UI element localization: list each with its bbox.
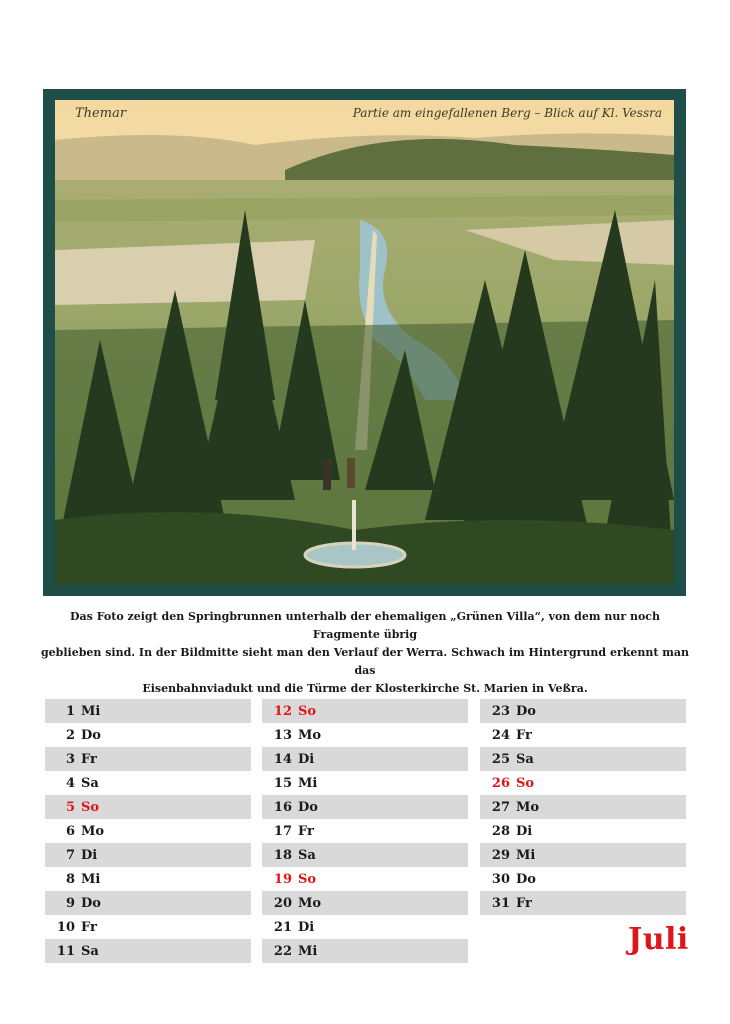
weekday-abbr: Mo (81, 824, 105, 839)
calendar-day-row (480, 723, 686, 747)
day-number: 24 (491, 728, 510, 743)
day-number: 14 (273, 752, 292, 767)
day-number: 4 (65, 776, 75, 791)
calendar-day-row (45, 867, 251, 891)
day-number: 25 (491, 752, 510, 767)
weekday-abbr: Do (81, 728, 101, 743)
day-number: 7 (65, 848, 75, 863)
calendar-day-row (262, 723, 468, 747)
day-number: 3 (65, 752, 75, 767)
day-number: 31 (491, 896, 510, 911)
day-number: 6 (65, 824, 75, 839)
calendar-day-row (262, 867, 468, 891)
weekday-abbr: Do (81, 896, 101, 911)
calendar-day-row (45, 795, 251, 819)
photo-caption-place: Themar (75, 106, 127, 121)
weekday-abbr: Di (298, 920, 315, 935)
calendar-day-row (262, 939, 468, 963)
calendar-day-row (480, 819, 686, 843)
day-number: 19 (273, 872, 292, 887)
calendar-day-row (480, 795, 686, 819)
day-number: 8 (65, 872, 75, 887)
calendar-day-row (480, 699, 686, 723)
weekday-abbr: Fr (81, 920, 97, 935)
weekday-abbr: So (81, 800, 100, 815)
weekday-abbr: So (516, 776, 535, 791)
description-line: Das Foto zeigt den Springbrunnen unterhalb der ehemaligen „Grünen Villa“, von dem nur noch Fragmente übrig (70, 610, 660, 641)
vintage-postcard-photo (55, 100, 674, 585)
calendar-day-row (45, 939, 251, 963)
calendar-day-row (262, 843, 468, 867)
calendar-day-row (480, 771, 686, 795)
calendar-day-row (45, 843, 251, 867)
weekday-abbr: Sa (81, 776, 99, 791)
day-number: 5 (65, 800, 75, 815)
weekday-abbr: Mi (298, 776, 318, 791)
day-number: 2 (65, 728, 75, 743)
calendar-day-row (262, 747, 468, 771)
day-number: 29 (491, 848, 510, 863)
calendar-column-3 (480, 699, 686, 915)
day-number: 15 (273, 776, 292, 791)
calendar-day-row (480, 843, 686, 867)
weekday-abbr: Sa (298, 848, 316, 863)
weekday-abbr: Fr (81, 752, 97, 767)
calendar-day-row (480, 747, 686, 771)
day-number: 30 (491, 872, 510, 887)
day-number: 17 (273, 824, 292, 839)
description-line: geblieben sind. In der Bildmitte sieht man den Verlauf der Werra. Schwach im Hintergrund erkennt man das (40, 646, 690, 677)
weekday-abbr: Di (516, 824, 533, 839)
day-number: 9 (65, 896, 75, 911)
weekday-abbr: Sa (516, 752, 534, 767)
weekday-abbr: So (298, 872, 317, 887)
calendar-day-row (45, 723, 251, 747)
calendar-day-row (262, 915, 468, 939)
weekday-abbr: Fr (298, 824, 314, 839)
calendar-day-row (262, 771, 468, 795)
month-title: Juli (628, 922, 689, 957)
calendar-day-row (45, 819, 251, 843)
day-number: 18 (273, 848, 292, 863)
day-number: 13 (273, 728, 292, 743)
calendar-day-row (45, 915, 251, 939)
weekday-abbr: Mo (298, 728, 322, 743)
photo-description (40, 608, 690, 698)
weekday-abbr: Mi (516, 848, 536, 863)
weekday-abbr: Fr (516, 728, 532, 743)
day-number: 26 (491, 776, 510, 791)
calendar-day-row (45, 891, 251, 915)
weekday-abbr: Mi (81, 872, 101, 887)
day-number: 11 (56, 944, 75, 959)
calendar-day-row (45, 699, 251, 723)
calendar-day-row (262, 891, 468, 915)
calendar-column-2 (262, 699, 468, 963)
photo-caption-title: Partie am eingefallenen Berg – Blick auf Kl. Vessra (352, 106, 662, 120)
day-number: 21 (273, 920, 292, 935)
calendar-day-row (45, 771, 251, 795)
day-number: 16 (273, 800, 292, 815)
weekday-abbr: Di (81, 848, 98, 863)
weekday-abbr: Do (516, 872, 536, 887)
day-number: 22 (273, 944, 292, 959)
weekday-abbr: Mo (516, 800, 540, 815)
weekday-abbr: Do (298, 800, 318, 815)
description-line: Eisenbahnviadukt und die Türme der Klosterkirche St. Marien in Veßra. (142, 682, 588, 695)
calendar-day-row (262, 699, 468, 723)
calendar-day-row (262, 795, 468, 819)
weekday-abbr: Sa (81, 944, 99, 959)
weekday-abbr: Di (298, 752, 315, 767)
calendar-day-row (480, 891, 686, 915)
day-number: 10 (56, 920, 75, 935)
day-number: 23 (491, 704, 510, 719)
photo-frame (43, 89, 686, 596)
day-number: 1 (65, 704, 75, 719)
day-number: 27 (491, 800, 510, 815)
calendar-day-row (45, 747, 251, 771)
weekday-abbr: Fr (516, 896, 532, 911)
day-number: 20 (273, 896, 292, 911)
calendar-day-row (480, 867, 686, 891)
weekday-abbr: Mo (298, 896, 322, 911)
weekday-abbr: Mi (81, 704, 101, 719)
day-number: 28 (491, 824, 510, 839)
calendar-column-1 (45, 699, 251, 963)
weekday-abbr: Do (516, 704, 536, 719)
calendar-day-row (262, 819, 468, 843)
weekday-abbr: Mi (298, 944, 318, 959)
weekday-abbr: So (298, 704, 317, 719)
landscape-illustration (55, 100, 674, 585)
day-number: 12 (273, 704, 292, 719)
